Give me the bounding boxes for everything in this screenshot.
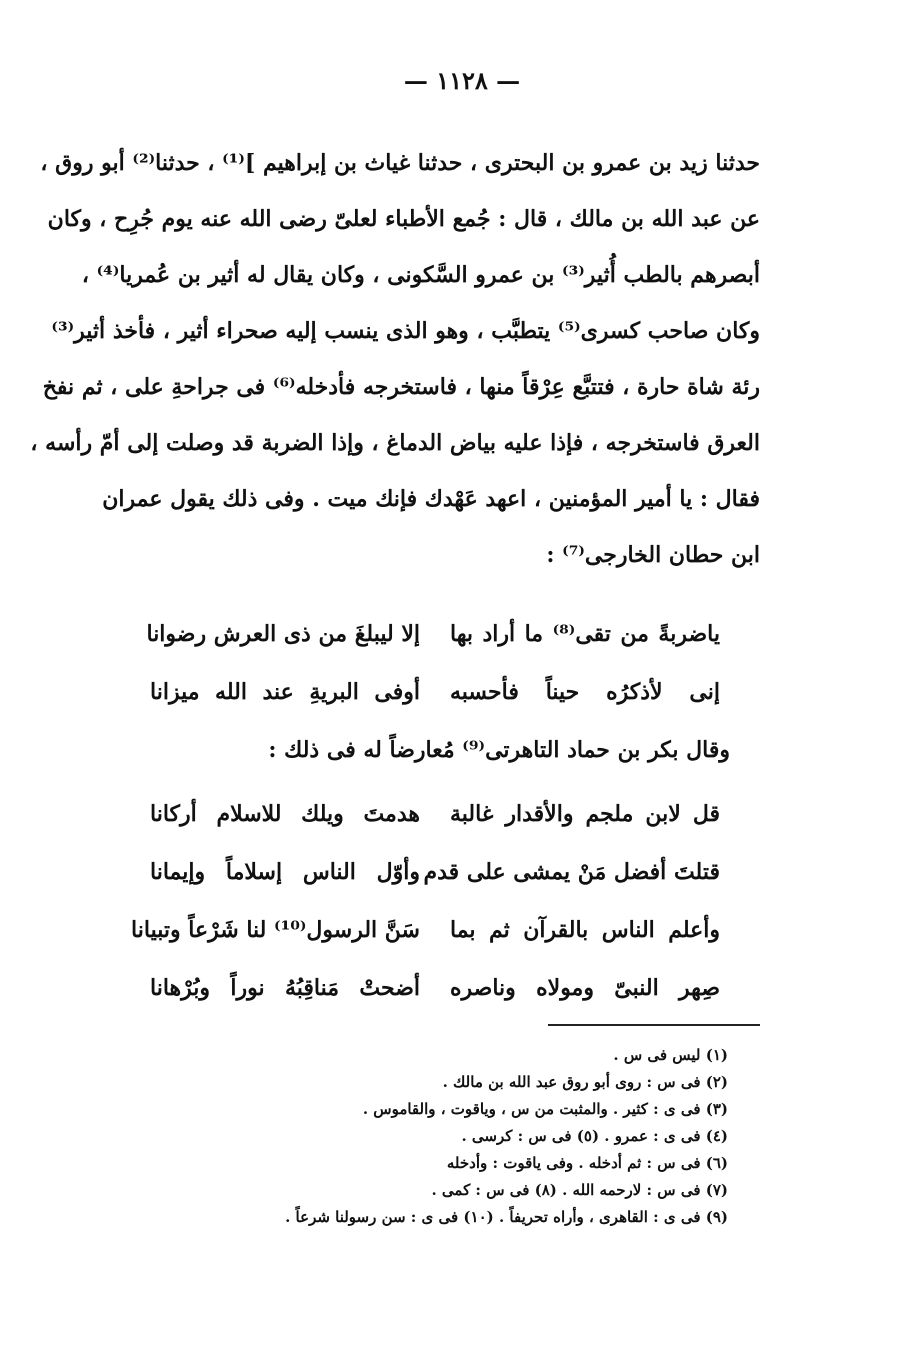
prose-line: عن عبد الله بن مالك ، قال : جُمع الأطباء لعلىّ رضى الله عنه يوم جُرِح ، وكان: [47, 206, 760, 232]
verse-first-hemistich: قل لابن ملجم والأقدار غالبة: [450, 801, 720, 827]
verse-first-hemistich: وأعلم الناس بالقرآن ثم بما: [450, 917, 720, 943]
prose-line: فقال : يا أمير المؤمنين ، اعهد عَهْدك فإنك ميت . وفى ذلك يقول عمران: [102, 486, 760, 512]
verse-first-hemistich: قتلتَ أفضل مَنْ يمشى على قدم: [423, 859, 720, 885]
footnote: (٩) فى ى : القاهرى ، وأراه تحريفاً . (١٠) فى ى : سن رسولنا شرعاً .: [285, 1208, 728, 1226]
footnote: (٦) فى س : ثم أدخله . وفى ياقوت : وأدخله: [446, 1154, 728, 1172]
footnote-divider: [548, 1024, 760, 1026]
prose-line: حدثنا زيد بن عمرو بن البحترى ، حدثنا غياث بن إبراهيم ]⁽¹⁾ ، حدثنا⁽²⁾ أبو روق ،: [40, 150, 760, 176]
verse-second-hemistich: وأوّل الناس إسلاماً وإيمانا: [150, 859, 420, 885]
verse-second-hemistich: إلا ليبلغَ من ذى العرش رضوانا: [146, 621, 420, 647]
verse-first-hemistich: صِهر النبىّ ومولاه وناصره: [450, 975, 720, 1001]
prose-paragraph: [30, 135, 760, 583]
prose-line: أبصرهم بالطب أُثير⁽³⁾ بن عمرو السَّكونى ، وكان يقال له أثير بن عُمريا⁽⁴⁾ ،: [81, 262, 760, 288]
poem-bakr-ibn-hammad: [131, 785, 720, 1017]
prose-line: رئة شاة حارة ، فتتبَّع عِرْقاً منها ، فاستخرجه فأدخله⁽⁶⁾ فى جراحةِ على ، ثم نفخ: [42, 374, 760, 400]
footnotes: [150, 1042, 728, 1231]
verse-second-hemistich: أضحتْ مَناقِبُهُ نوراً وبُرْهانا: [150, 975, 420, 1001]
footnote: (٣) فى ى : كثير . والمثبت من س ، وياقوت ، والقاموس .: [362, 1100, 728, 1118]
poem-intro-line: وقال بكر بن حماد التاهرتى⁽⁹⁾ مُعارضاً له فى ذلك :: [268, 737, 730, 763]
prose-line: ابن حطان الخارجى⁽⁷⁾ :: [546, 542, 760, 568]
prose-line: وكان صاحب كسرى⁽⁵⁾ يتطبَّب ، وهو الذى ينسب إليه صحراء أثير ، فأخذ أثير⁽³⁾: [51, 318, 760, 344]
prose-line: العرق فاستخرجه ، فإذا عليه بياض الدماغ ، وإذا الضربة قد وصلت إلى أمّ رأسه ،: [30, 430, 760, 456]
verse: [131, 901, 720, 959]
verse-second-hemistich: سَنَّ الرسول⁽¹⁰⁾ لنا شَرْعاً وتبيانا: [131, 917, 420, 943]
verse: [150, 663, 720, 721]
poem-imran-ibn-hittan: [146, 605, 720, 721]
verse: [150, 843, 720, 901]
verse-second-hemistich: هدمتَ ويلك للاسلام أركانا: [150, 801, 420, 827]
footnote: (٢) فى س : روى أبو روق عبد الله بن مالك .: [442, 1073, 728, 1091]
verse: [150, 959, 720, 1017]
verse-second-hemistich: أوفى البريةِ عند الله ميزانا: [150, 679, 420, 705]
verse: [150, 785, 720, 843]
footnote: (٤) فى ى : عمرو . (٥) فى س : كرسى .: [461, 1127, 728, 1145]
verse-first-hemistich: ياضربةً من تقى⁽⁸⁾ ما أراد بها: [450, 621, 720, 647]
verse: [146, 605, 720, 663]
page-number: — ١١٢٨ —: [403, 66, 521, 95]
verse-first-hemistich: إنى لأذكرُه حيناً فأحسبه: [450, 679, 720, 705]
footnote: (١) ليس فى س .: [613, 1046, 728, 1064]
footnote: (٧) فى س : لارحمه الله . (٨) فى س : كمى .: [431, 1181, 728, 1199]
